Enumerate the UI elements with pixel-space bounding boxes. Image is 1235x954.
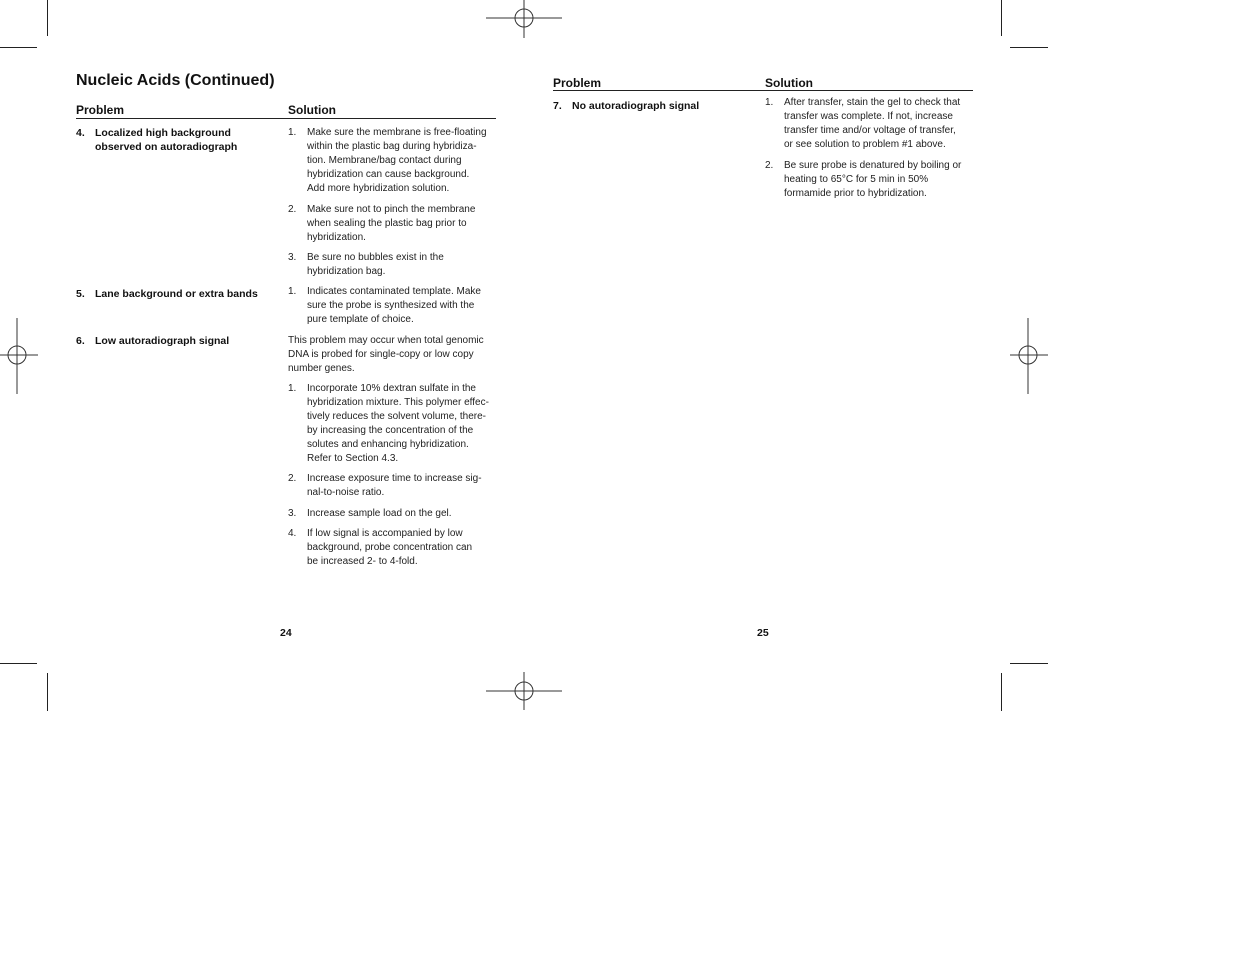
solution-line: tion. Membrane/bag contact during bbox=[307, 155, 462, 166]
registration-mark-left-icon bbox=[0, 318, 38, 394]
solution-line: background, probe concentration can bbox=[307, 542, 473, 553]
right-header-rule bbox=[553, 90, 973, 91]
solution-line: or see solution to problem #1 above. bbox=[784, 139, 946, 150]
problem-text bbox=[95, 334, 229, 348]
solution-line: nal-to-noise ratio. bbox=[307, 487, 385, 498]
solution-line: solutes and enhancing hybridization. bbox=[307, 439, 469, 450]
solution-line: transfer was complete. If not, increase bbox=[784, 111, 953, 122]
intro-line: This problem may occur when total genomic bbox=[288, 335, 484, 346]
solution-line: Add more hybridization solution. bbox=[307, 183, 450, 194]
solution-line: formamide prior to hybridization. bbox=[784, 188, 927, 199]
left-solution-header: Solution bbox=[288, 103, 336, 117]
problem-line: No autoradiograph signal bbox=[572, 100, 700, 112]
solution-line: After transfer, stain the gel to check that bbox=[784, 97, 961, 108]
solution-intro bbox=[288, 334, 498, 376]
solution-line: Be sure probe is denatured by boiling or bbox=[784, 160, 962, 171]
solution-text bbox=[307, 203, 475, 245]
solution-line: If low signal is accompanied by low bbox=[307, 528, 463, 539]
registration-mark-bottom-icon bbox=[486, 672, 562, 710]
problem-text bbox=[95, 287, 258, 301]
intro-line: DNA is probed for single-copy or low copy bbox=[288, 349, 474, 360]
problem-line: Lane background or extra bands bbox=[95, 288, 258, 300]
solution-line: when sealing the plastic bag prior to bbox=[307, 218, 467, 229]
solution-number: 3. bbox=[288, 252, 297, 263]
problem-number: 6. bbox=[76, 335, 85, 347]
page-number-left: 24 bbox=[280, 627, 292, 639]
solution-line: transfer time and/or voltage of transfer, bbox=[784, 125, 956, 136]
crop-mark-top-right-vertical bbox=[1001, 0, 1002, 36]
crop-mark-bottom-right-vertical bbox=[1001, 673, 1002, 711]
problem-line: Localized high background bbox=[95, 127, 231, 139]
problem-line: Low autoradiograph signal bbox=[95, 335, 230, 347]
crop-mark-top-left-horizontal bbox=[0, 47, 37, 48]
page-number-right: 25 bbox=[757, 627, 769, 639]
solution-line: be increased 2- to 4-fold. bbox=[307, 556, 418, 567]
page-title: Nucleic Acids (Continued) bbox=[76, 72, 275, 89]
solution-number: 4. bbox=[288, 528, 297, 539]
solution-line: Make sure the membrane is free-floating bbox=[307, 127, 487, 138]
solution-line: Increase exposure time to increase sig- bbox=[307, 473, 482, 484]
solution-number: 1. bbox=[765, 97, 774, 108]
solution-text bbox=[784, 159, 961, 201]
solution-line: by increasing the concentration of the bbox=[307, 425, 474, 436]
solution-line: pure template of choice. bbox=[307, 314, 414, 325]
solution-line: Be sure no bubbles exist in the bbox=[307, 252, 444, 263]
solution-number: 1. bbox=[288, 383, 297, 394]
right-problem-header: Problem bbox=[553, 76, 602, 90]
solution-line: Indicates contaminated template. Make bbox=[307, 286, 481, 297]
problem-line: observed on autoradiograph bbox=[95, 141, 238, 153]
solution-line: hybridization can cause background. bbox=[307, 169, 470, 180]
solution-line: tively reduces the solvent volume, there- bbox=[307, 411, 486, 422]
solution-number: 1. bbox=[288, 286, 297, 297]
crop-mark-top-left-vertical bbox=[47, 0, 48, 36]
solution-text bbox=[307, 251, 444, 279]
crop-mark-bottom-right-horizontal bbox=[1010, 663, 1048, 664]
intro-line: number genes. bbox=[288, 363, 355, 374]
solution-text bbox=[307, 472, 482, 500]
left-problem-header: Problem bbox=[76, 103, 125, 117]
left-header-rule bbox=[76, 118, 496, 119]
registration-mark-top-icon bbox=[486, 0, 562, 38]
solution-line: hybridization. bbox=[307, 232, 366, 243]
problem-text bbox=[95, 126, 237, 154]
solution-number: 3. bbox=[288, 508, 297, 519]
solution-text bbox=[784, 96, 960, 152]
solution-number: 1. bbox=[288, 127, 297, 138]
crop-mark-bottom-left-horizontal bbox=[0, 663, 37, 664]
solution-text bbox=[307, 126, 487, 196]
registration-mark-right-icon bbox=[1010, 318, 1048, 394]
solution-line: Refer to Section 4.3. bbox=[307, 453, 399, 464]
solution-line: hybridization mixture. This polymer effec- bbox=[307, 397, 489, 408]
right-solution-header: Solution bbox=[765, 76, 813, 90]
solution-number: 2. bbox=[288, 473, 297, 484]
crop-mark-top-right-horizontal bbox=[1010, 47, 1048, 48]
solution-text bbox=[307, 527, 472, 569]
solution-line: Increase sample load on the gel. bbox=[307, 508, 452, 519]
problem-number: 5. bbox=[76, 288, 85, 300]
solution-text bbox=[307, 285, 481, 327]
solution-line: Make sure not to pinch the membrane bbox=[307, 204, 476, 215]
solution-line: Incorporate 10% dextran sulfate in the bbox=[307, 383, 476, 394]
problem-number: 4. bbox=[76, 127, 85, 139]
solution-number: 2. bbox=[288, 204, 297, 215]
solution-text bbox=[307, 507, 452, 521]
problem-number: 7. bbox=[553, 100, 562, 112]
solution-number: 2. bbox=[765, 160, 774, 171]
crop-mark-bottom-left-vertical bbox=[47, 673, 48, 711]
solution-text bbox=[307, 382, 489, 466]
solution-line: sure the probe is synthesized with the bbox=[307, 300, 475, 311]
problem-text bbox=[572, 99, 699, 113]
solution-line: hybridization bag. bbox=[307, 266, 386, 277]
solution-line: heating to 65°C for 5 min in 50% bbox=[784, 174, 929, 185]
solution-line: within the plastic bag during hybridiza- bbox=[307, 141, 477, 152]
